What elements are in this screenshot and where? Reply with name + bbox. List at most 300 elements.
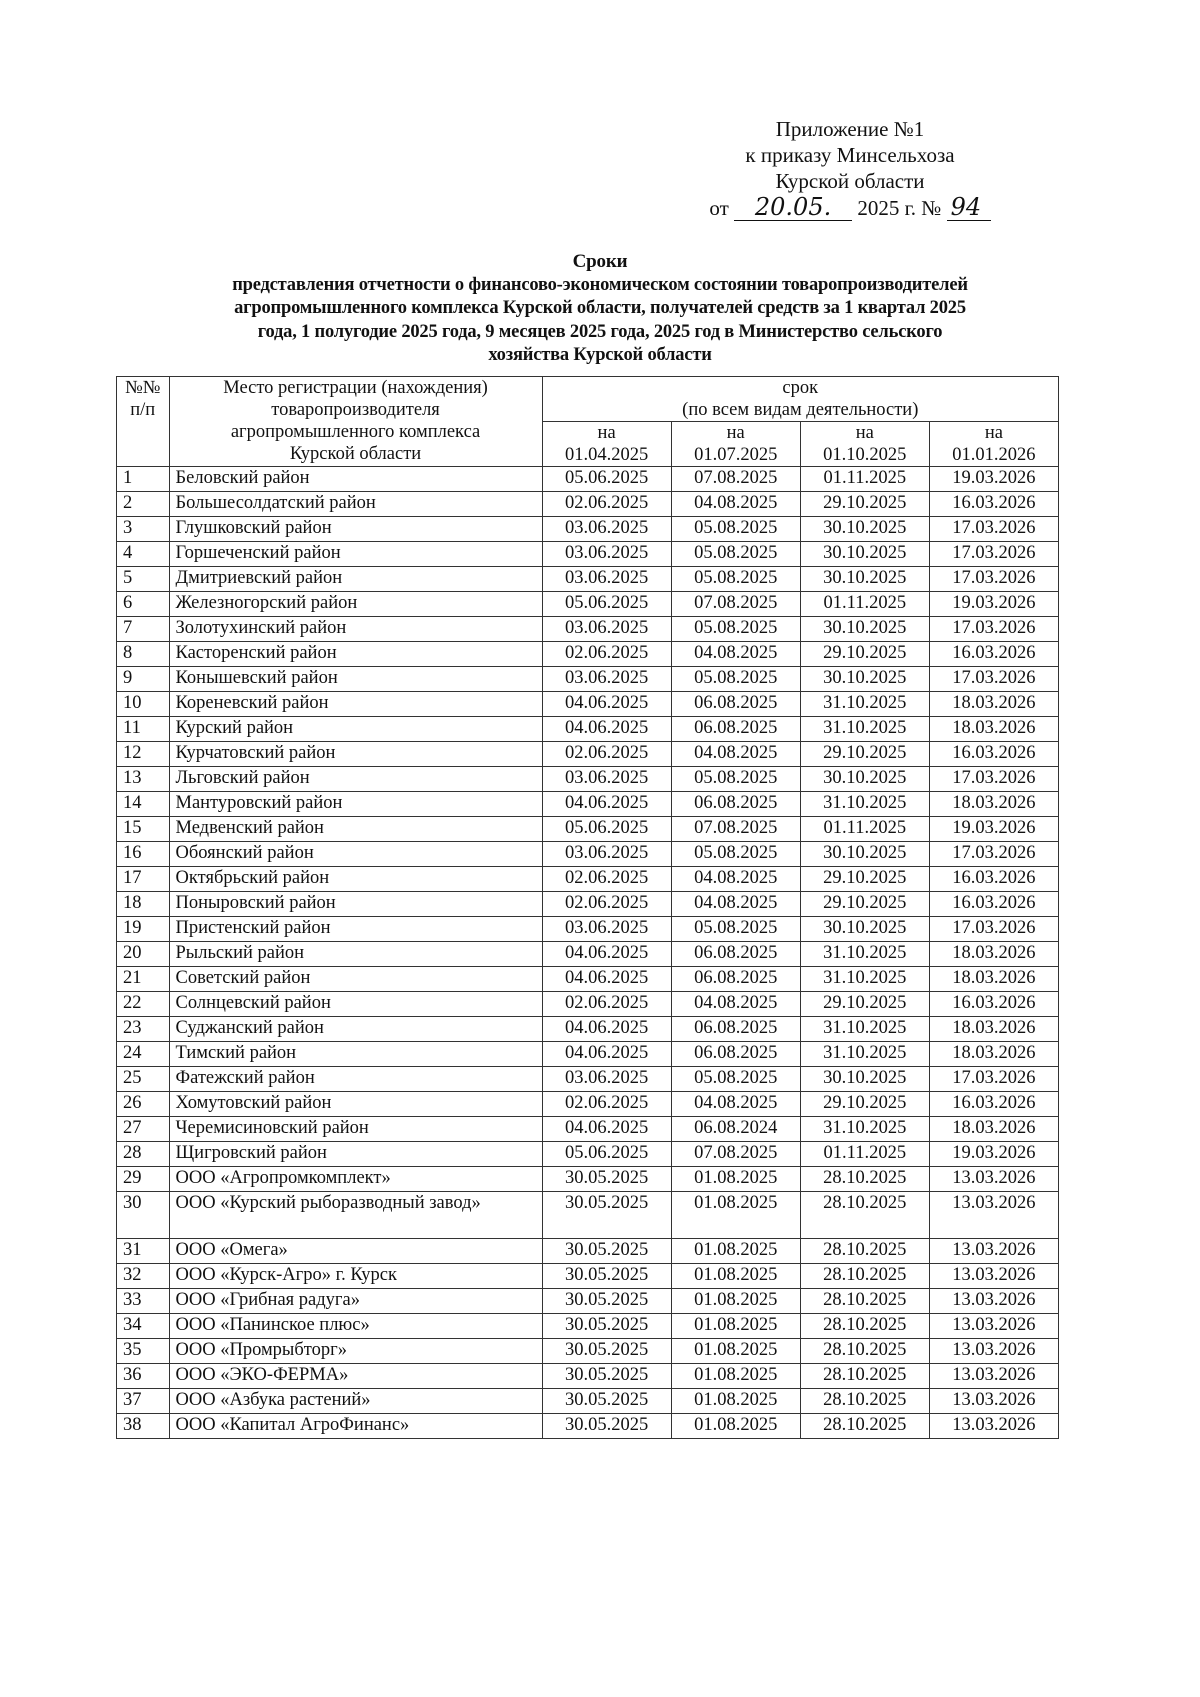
deadline-year-cell: 16.03.2026: [929, 1092, 1058, 1117]
deadline-q1-cell: 03.06.2025: [542, 917, 671, 942]
producer-name-cell: Суджанский район: [169, 1017, 542, 1042]
header-period-4: [929, 422, 1058, 467]
producer-name-cell: Щигровский район: [169, 1142, 542, 1167]
deadline-h1-cell: 01.08.2025: [671, 1414, 800, 1439]
deadline-h1-cell: 01.08.2025: [671, 1167, 800, 1192]
producer-name-cell: ООО «ЭКО-ФЕРМА»: [169, 1364, 542, 1389]
deadline-year-cell: 13.03.2026: [929, 1389, 1058, 1414]
producer-name-cell: Золотухинский район: [169, 617, 542, 642]
row-number-cell: 27: [117, 1117, 170, 1142]
deadline-q1-cell: 02.06.2025: [542, 642, 671, 667]
producer-name-cell: Курчатовский район: [169, 742, 542, 767]
deadline-q1-cell: 04.06.2025: [542, 717, 671, 742]
deadline-9m-cell: 28.10.2025: [800, 1364, 929, 1389]
header-place-line-1: Место регистрации (нахождения): [223, 378, 488, 398]
table-row: [117, 817, 1059, 842]
row-number-cell: 6: [117, 592, 170, 617]
header-deadline: [542, 377, 1058, 422]
producer-name-cell: Курский район: [169, 717, 542, 742]
deadline-h1-cell: 06.08.2025: [671, 942, 800, 967]
producer-name-cell: Октябрьский район: [169, 867, 542, 892]
deadline-9m-cell: 29.10.2025: [800, 867, 929, 892]
deadline-h1-cell: 06.08.2025: [671, 792, 800, 817]
deadline-year-cell: 18.03.2026: [929, 1042, 1058, 1067]
deadline-year-cell: 17.03.2026: [929, 1067, 1058, 1092]
deadline-9m-cell: 31.10.2025: [800, 692, 929, 717]
deadline-year-cell: 19.03.2026: [929, 817, 1058, 842]
producer-name-cell: Глушковский район: [169, 517, 542, 542]
producer-name-cell: Горшеченский район: [169, 542, 542, 567]
deadline-9m-cell: 28.10.2025: [800, 1414, 929, 1439]
appendix-line-3: Курской области: [775, 169, 925, 193]
producer-name-cell: Обоянский район: [169, 842, 542, 867]
deadline-9m-cell: 31.10.2025: [800, 792, 929, 817]
deadline-9m-cell: 29.10.2025: [800, 992, 929, 1017]
table-row: [117, 642, 1059, 667]
title-line-1: представления отчетности о финансово-экономическом состоянии товаропроизводителей: [232, 274, 968, 295]
deadline-h1-cell: 07.08.2025: [671, 1142, 800, 1167]
deadline-q1-cell: 02.06.2025: [542, 992, 671, 1017]
producer-name-cell: Железногорский район: [169, 592, 542, 617]
row-number-cell: 17: [117, 867, 170, 892]
row-number-cell: 14: [117, 792, 170, 817]
header-place-line-2: товаропроизводителя: [271, 400, 440, 420]
deadline-9m-cell: 29.10.2025: [800, 742, 929, 767]
table-row: [117, 942, 1059, 967]
producer-name-cell: Хомутовский район: [169, 1092, 542, 1117]
appendix-line-2: к приказу Минсельхоза: [745, 143, 955, 167]
deadline-q1-cell: 03.06.2025: [542, 667, 671, 692]
producer-name-cell: Солнцевский район: [169, 992, 542, 1017]
deadline-year-cell: 13.03.2026: [929, 1167, 1058, 1192]
producer-name-cell: Рыльский район: [169, 942, 542, 967]
row-number-cell: 16: [117, 842, 170, 867]
order-date-line: [640, 194, 1060, 221]
deadline-h1-cell: 06.08.2024: [671, 1117, 800, 1142]
deadline-h1-cell: 05.08.2025: [671, 542, 800, 567]
deadline-h1-cell: 04.08.2025: [671, 492, 800, 517]
header-number-line-2: п/п: [130, 400, 156, 420]
deadline-q1-cell: 30.05.2025: [542, 1192, 671, 1239]
row-number-cell: 19: [117, 917, 170, 942]
deadline-h1-cell: 07.08.2025: [671, 817, 800, 842]
deadline-q1-cell: 03.06.2025: [542, 767, 671, 792]
deadline-year-cell: 13.03.2026: [929, 1264, 1058, 1289]
deadline-year-cell: 16.03.2026: [929, 642, 1058, 667]
row-number-cell: 30: [117, 1192, 170, 1239]
deadline-q1-cell: 30.05.2025: [542, 1414, 671, 1439]
deadline-q1-cell: 04.06.2025: [542, 692, 671, 717]
header-deadline-line-1: срок: [782, 378, 819, 398]
deadline-year-cell: 13.03.2026: [929, 1239, 1058, 1264]
deadline-year-cell: 19.03.2026: [929, 1142, 1058, 1167]
deadline-q1-cell: 02.06.2025: [542, 892, 671, 917]
deadline-year-cell: 19.03.2026: [929, 467, 1058, 492]
table-row: [117, 867, 1059, 892]
deadline-9m-cell: 30.10.2025: [800, 517, 929, 542]
deadline-h1-cell: 05.08.2025: [671, 842, 800, 867]
deadline-9m-cell: 30.10.2025: [800, 542, 929, 567]
header-number-line-1: №№: [125, 378, 161, 398]
table-row: [117, 1192, 1059, 1239]
deadline-9m-cell: 01.11.2025: [800, 817, 929, 842]
deadline-q1-cell: 05.06.2025: [542, 592, 671, 617]
deadline-q1-cell: 02.06.2025: [542, 867, 671, 892]
deadline-q1-cell: 03.06.2025: [542, 517, 671, 542]
header-period-2: [671, 422, 800, 467]
deadline-h1-cell: 04.08.2025: [671, 992, 800, 1017]
handwritten-order-number: 94: [947, 194, 991, 221]
table-row: [117, 1339, 1059, 1364]
producer-name-cell: Мантуровский район: [169, 792, 542, 817]
table-row: [117, 742, 1059, 767]
producer-name-cell: Кореневский район: [169, 692, 542, 717]
deadline-h1-cell: 01.08.2025: [671, 1289, 800, 1314]
title-line-2: агропромышленного комплекса Курской области, получателей средств за 1 квартал 2025: [234, 298, 966, 318]
producer-name-cell: Поныровский район: [169, 892, 542, 917]
deadline-q1-cell: 02.06.2025: [542, 742, 671, 767]
table-row: [117, 1142, 1059, 1167]
reporting-schedule-table: [116, 376, 1059, 1439]
row-number-cell: 7: [117, 617, 170, 642]
deadline-9m-cell: 31.10.2025: [800, 1117, 929, 1142]
deadline-q1-cell: 04.06.2025: [542, 1117, 671, 1142]
deadline-q1-cell: 30.05.2025: [542, 1339, 671, 1364]
deadline-q1-cell: 04.06.2025: [542, 967, 671, 992]
deadline-year-cell: 17.03.2026: [929, 917, 1058, 942]
row-number-cell: 36: [117, 1364, 170, 1389]
row-number-cell: 3: [117, 517, 170, 542]
producer-name-cell: Фатежский район: [169, 1067, 542, 1092]
deadline-9m-cell: 29.10.2025: [800, 642, 929, 667]
table-row: [117, 1389, 1059, 1414]
order-date-prefix: от: [709, 196, 729, 220]
deadline-year-cell: 18.03.2026: [929, 792, 1058, 817]
producer-name-cell: Черемисиновский район: [169, 1117, 542, 1142]
deadline-9m-cell: 29.10.2025: [800, 1092, 929, 1117]
table-body: [117, 467, 1059, 1439]
deadline-h1-cell: 06.08.2025: [671, 717, 800, 742]
deadline-9m-cell: 31.10.2025: [800, 942, 929, 967]
row-number-cell: 9: [117, 667, 170, 692]
producer-name-cell: Пристенский район: [169, 917, 542, 942]
table-row: [117, 667, 1059, 692]
row-number-cell: 25: [117, 1067, 170, 1092]
deadline-h1-cell: 07.08.2025: [671, 467, 800, 492]
row-number-cell: 24: [117, 1042, 170, 1067]
deadline-h1-cell: 06.08.2025: [671, 692, 800, 717]
deadline-q1-cell: 05.06.2025: [542, 817, 671, 842]
row-number-cell: 38: [117, 1414, 170, 1439]
deadline-year-cell: 18.03.2026: [929, 1017, 1058, 1042]
deadline-q1-cell: 04.06.2025: [542, 792, 671, 817]
deadline-q1-cell: 04.06.2025: [542, 1042, 671, 1067]
deadline-year-cell: 19.03.2026: [929, 592, 1058, 617]
row-number-cell: 32: [117, 1264, 170, 1289]
deadline-q1-cell: 03.06.2025: [542, 542, 671, 567]
deadline-h1-cell: 06.08.2025: [671, 1017, 800, 1042]
row-number-cell: 5: [117, 567, 170, 592]
deadline-h1-cell: 06.08.2025: [671, 1042, 800, 1067]
deadline-9m-cell: 28.10.2025: [800, 1339, 929, 1364]
deadline-year-cell: 13.03.2026: [929, 1289, 1058, 1314]
producer-name-cell: ООО «Грибная радуга»: [169, 1289, 542, 1314]
table-row: [117, 842, 1059, 867]
row-number-cell: 21: [117, 967, 170, 992]
deadline-year-cell: 17.03.2026: [929, 517, 1058, 542]
table-row: [117, 1314, 1059, 1339]
deadline-9m-cell: 30.10.2025: [800, 767, 929, 792]
deadline-year-cell: 13.03.2026: [929, 1314, 1058, 1339]
deadline-9m-cell: 30.10.2025: [800, 567, 929, 592]
deadline-year-cell: 18.03.2026: [929, 942, 1058, 967]
producer-name-cell: ООО «Промрыбторг»: [169, 1339, 542, 1364]
deadline-9m-cell: 30.10.2025: [800, 917, 929, 942]
header-period-prefix: на: [726, 423, 745, 443]
deadline-year-cell: 18.03.2026: [929, 692, 1058, 717]
producer-name-cell: Большесолдатский район: [169, 492, 542, 517]
row-number-cell: 1: [117, 467, 170, 492]
deadline-year-cell: 17.03.2026: [929, 667, 1058, 692]
row-number-cell: 15: [117, 817, 170, 842]
row-number-cell: 37: [117, 1389, 170, 1414]
deadline-year-cell: 13.03.2026: [929, 1192, 1058, 1239]
deadline-h1-cell: 05.08.2025: [671, 517, 800, 542]
deadline-h1-cell: 04.08.2025: [671, 1092, 800, 1117]
row-number-cell: 18: [117, 892, 170, 917]
row-number-cell: 4: [117, 542, 170, 567]
table-header-row: [117, 377, 1059, 422]
header-deadline-line-2: (по всем видам деятельности): [682, 400, 919, 420]
deadline-9m-cell: 30.10.2025: [800, 617, 929, 642]
deadline-h1-cell: 04.08.2025: [671, 742, 800, 767]
deadline-9m-cell: 31.10.2025: [800, 1042, 929, 1067]
deadline-9m-cell: 31.10.2025: [800, 1017, 929, 1042]
table-row: [117, 1017, 1059, 1042]
deadline-9m-cell: 30.10.2025: [800, 667, 929, 692]
deadline-9m-cell: 28.10.2025: [800, 1239, 929, 1264]
deadline-h1-cell: 05.08.2025: [671, 917, 800, 942]
deadline-h1-cell: 06.08.2025: [671, 967, 800, 992]
deadline-q1-cell: 02.06.2025: [542, 492, 671, 517]
table-row: [117, 467, 1059, 492]
producer-name-cell: ООО «Азбука растений»: [169, 1389, 542, 1414]
deadline-year-cell: 16.03.2026: [929, 867, 1058, 892]
producer-name-cell: Тимский район: [169, 1042, 542, 1067]
row-number-cell: 31: [117, 1239, 170, 1264]
title-line-4: хозяйства Курской области: [488, 345, 712, 365]
deadline-9m-cell: 31.10.2025: [800, 717, 929, 742]
header-place-line-3: агропромышленного комплекса: [230, 422, 481, 442]
deadline-h1-cell: 04.08.2025: [671, 892, 800, 917]
row-number-cell: 34: [117, 1314, 170, 1339]
table-row: [117, 992, 1059, 1017]
deadline-year-cell: 17.03.2026: [929, 842, 1058, 867]
table-row: [117, 492, 1059, 517]
producer-name-cell: Конышевский район: [169, 667, 542, 692]
deadline-year-cell: 18.03.2026: [929, 967, 1058, 992]
table-row: [117, 1092, 1059, 1117]
header-period-1: [542, 422, 671, 467]
deadline-h1-cell: 01.08.2025: [671, 1192, 800, 1239]
table-row: [117, 617, 1059, 642]
row-number-cell: 10: [117, 692, 170, 717]
deadline-9m-cell: 28.10.2025: [800, 1289, 929, 1314]
deadline-h1-cell: 04.08.2025: [671, 867, 800, 892]
title-line-3: года, 1 полугодие 2025 года, 9 месяцев 2025 года, 2025 год в Министерство сельского: [257, 321, 943, 342]
table-row: [117, 1364, 1059, 1389]
producer-name-cell: ООО «Курск-Агро» г. Курск: [169, 1264, 542, 1289]
producer-name-cell: Беловский район: [169, 467, 542, 492]
deadline-9m-cell: 28.10.2025: [800, 1192, 929, 1239]
deadline-9m-cell: 30.10.2025: [800, 1067, 929, 1092]
deadline-h1-cell: 01.08.2025: [671, 1264, 800, 1289]
deadline-year-cell: 18.03.2026: [929, 1117, 1058, 1142]
row-number-cell: 8: [117, 642, 170, 667]
table-row: [117, 542, 1059, 567]
row-number-cell: 12: [117, 742, 170, 767]
header-period-date: 01.01.2026: [952, 445, 1036, 465]
deadline-q1-cell: 30.05.2025: [542, 1289, 671, 1314]
row-number-cell: 22: [117, 992, 170, 1017]
deadline-q1-cell: 30.05.2025: [542, 1239, 671, 1264]
row-number-cell: 35: [117, 1339, 170, 1364]
row-number-cell: 13: [117, 767, 170, 792]
appendix-header: [640, 116, 1060, 221]
producer-name-cell: ООО «Курский рыборазводный завод»: [169, 1192, 542, 1239]
deadline-q1-cell: 04.06.2025: [542, 942, 671, 967]
table-row: [117, 1067, 1059, 1092]
producer-name-cell: Медвенский район: [169, 817, 542, 842]
table-row: [117, 917, 1059, 942]
deadline-q1-cell: 30.05.2025: [542, 1364, 671, 1389]
row-number-cell: 29: [117, 1167, 170, 1192]
deadline-h1-cell: 01.08.2025: [671, 1239, 800, 1264]
table-row: [117, 592, 1059, 617]
producer-name-cell: Дмитриевский район: [169, 567, 542, 592]
row-number-cell: 20: [117, 942, 170, 967]
deadline-q1-cell: 30.05.2025: [542, 1389, 671, 1414]
deadline-h1-cell: 01.08.2025: [671, 1389, 800, 1414]
appendix-line-1: Приложение №1: [775, 117, 925, 141]
header-number: [117, 377, 170, 467]
producer-name-cell: ООО «Капитал АгроФинанс»: [169, 1414, 542, 1439]
table-row: [117, 717, 1059, 742]
deadline-h1-cell: 01.08.2025: [671, 1314, 800, 1339]
table-row: [117, 692, 1059, 717]
deadline-h1-cell: 05.08.2025: [671, 567, 800, 592]
producer-name-cell: ООО «Агропромкомплект»: [169, 1167, 542, 1192]
table-row: [117, 767, 1059, 792]
producer-name-cell: Льговский район: [169, 767, 542, 792]
table-row: [117, 1264, 1059, 1289]
deadline-q1-cell: 30.05.2025: [542, 1264, 671, 1289]
deadline-q1-cell: 03.06.2025: [542, 617, 671, 642]
deadline-year-cell: 17.03.2026: [929, 767, 1058, 792]
table-row: [117, 1117, 1059, 1142]
deadline-9m-cell: 01.11.2025: [800, 592, 929, 617]
header-period-date: 01.10.2025: [823, 445, 907, 465]
producer-name-cell: ООО «Омега»: [169, 1239, 542, 1264]
row-number-cell: 11: [117, 717, 170, 742]
header-period-prefix: на: [597, 423, 616, 443]
table-row: [117, 967, 1059, 992]
order-year-text: 2025 г. №: [857, 196, 942, 220]
header-period-prefix: на: [984, 423, 1003, 443]
deadline-year-cell: 17.03.2026: [929, 567, 1058, 592]
table-row: [117, 517, 1059, 542]
deadline-year-cell: 18.03.2026: [929, 717, 1058, 742]
deadline-q1-cell: 03.06.2025: [542, 1067, 671, 1092]
table-row: [117, 1414, 1059, 1439]
deadline-h1-cell: 01.08.2025: [671, 1339, 800, 1364]
deadline-year-cell: 16.03.2026: [929, 992, 1058, 1017]
row-number-cell: 33: [117, 1289, 170, 1314]
header-period-prefix: на: [855, 423, 874, 443]
deadline-year-cell: 13.03.2026: [929, 1339, 1058, 1364]
deadline-9m-cell: 31.10.2025: [800, 967, 929, 992]
header-period-3: [800, 422, 929, 467]
deadline-h1-cell: 05.08.2025: [671, 767, 800, 792]
deadline-year-cell: 13.03.2026: [929, 1364, 1058, 1389]
deadline-q1-cell: 05.06.2025: [542, 1142, 671, 1167]
handwritten-date: 20.05.: [734, 194, 852, 221]
table-row: [117, 1289, 1059, 1314]
deadline-h1-cell: 05.08.2025: [671, 667, 800, 692]
table-row: [117, 892, 1059, 917]
deadline-q1-cell: 04.06.2025: [542, 1017, 671, 1042]
table-row: [117, 1167, 1059, 1192]
header-place-line-4: Курской области: [289, 444, 422, 464]
deadline-h1-cell: 04.08.2025: [671, 642, 800, 667]
deadline-h1-cell: 07.08.2025: [671, 592, 800, 617]
table-row: [117, 792, 1059, 817]
deadline-q1-cell: 03.06.2025: [542, 842, 671, 867]
deadline-year-cell: 13.03.2026: [929, 1414, 1058, 1439]
deadline-year-cell: 16.03.2026: [929, 892, 1058, 917]
title-main: Сроки: [572, 251, 628, 272]
row-number-cell: 28: [117, 1142, 170, 1167]
deadline-year-cell: 17.03.2026: [929, 617, 1058, 642]
producer-name-cell: Советский район: [169, 967, 542, 992]
deadline-9m-cell: 29.10.2025: [800, 492, 929, 517]
deadline-year-cell: 16.03.2026: [929, 492, 1058, 517]
deadline-9m-cell: 01.11.2025: [800, 1142, 929, 1167]
deadline-9m-cell: 29.10.2025: [800, 892, 929, 917]
deadline-q1-cell: 30.05.2025: [542, 1167, 671, 1192]
deadline-year-cell: 16.03.2026: [929, 742, 1058, 767]
table-row: [117, 1042, 1059, 1067]
header-place: [169, 377, 542, 467]
table-row: [117, 1239, 1059, 1264]
row-number-cell: 26: [117, 1092, 170, 1117]
deadline-h1-cell: 05.08.2025: [671, 1067, 800, 1092]
producer-name-cell: ООО «Панинское плюс»: [169, 1314, 542, 1339]
deadline-year-cell: 17.03.2026: [929, 542, 1058, 567]
deadline-9m-cell: 28.10.2025: [800, 1314, 929, 1339]
header-period-date: 01.07.2025: [694, 445, 778, 465]
header-period-date: 01.04.2025: [564, 445, 649, 465]
document-title: [140, 250, 1060, 368]
deadline-9m-cell: 28.10.2025: [800, 1389, 929, 1414]
deadline-h1-cell: 05.08.2025: [671, 617, 800, 642]
table-row: [117, 567, 1059, 592]
deadline-9m-cell: 28.10.2025: [800, 1167, 929, 1192]
row-number-cell: 2: [117, 492, 170, 517]
deadline-q1-cell: 05.06.2025: [542, 467, 671, 492]
deadline-q1-cell: 30.05.2025: [542, 1314, 671, 1339]
producer-name-cell: Касторенский район: [169, 642, 542, 667]
